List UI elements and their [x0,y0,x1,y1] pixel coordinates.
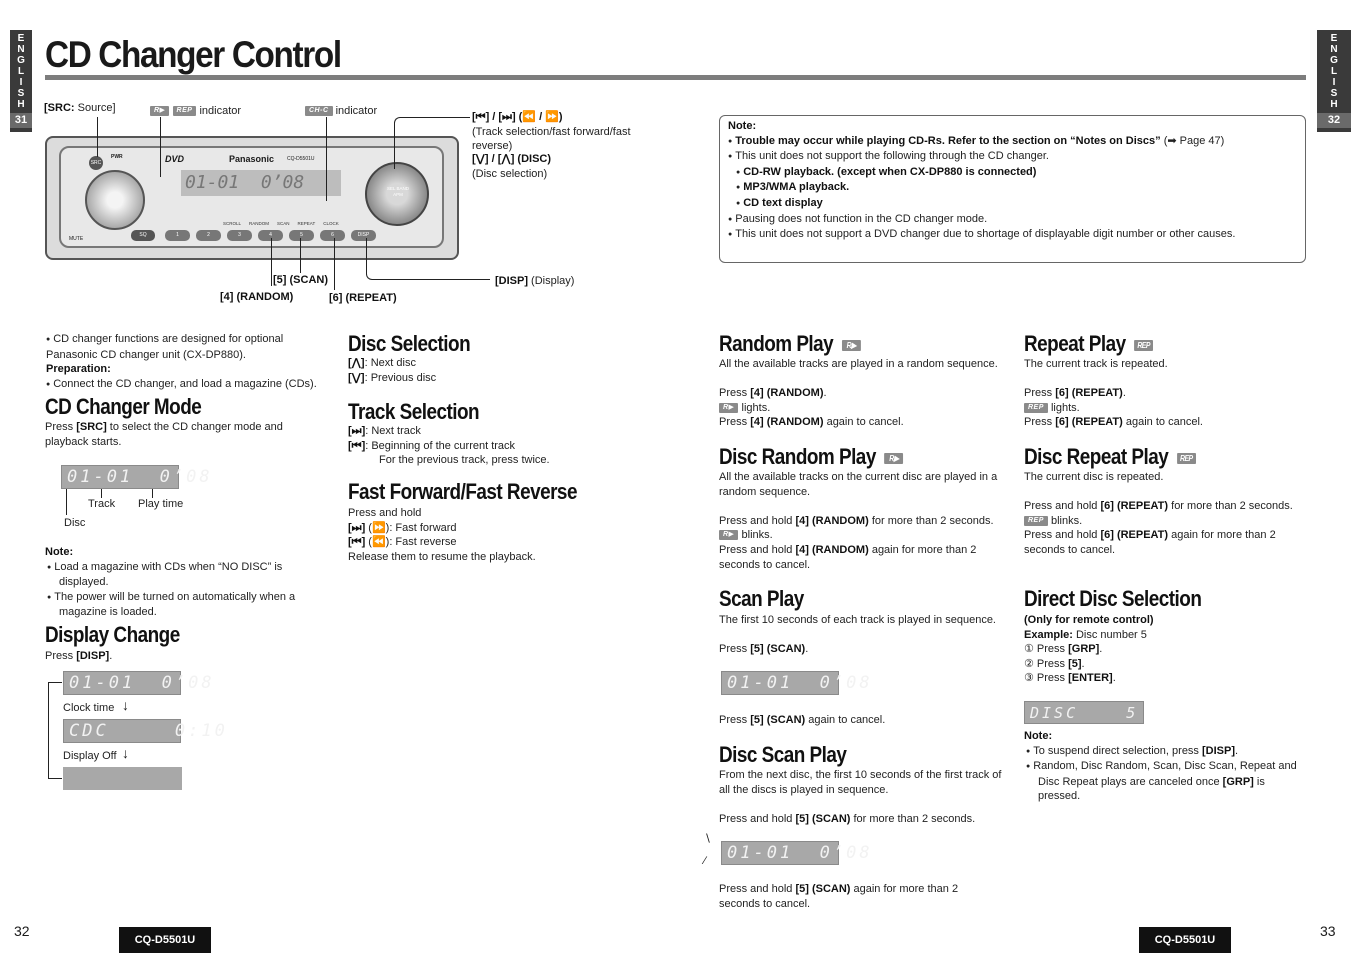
scan-display: 01-01 0’08 [721,671,839,695]
disc-scan-heading: Disc Scan Play [719,742,847,767]
track-keys-callout: [⏮] / [⏭] (⏪ / ⏩) (Track selection/fast forward/fast reverse) [472,111,631,153]
track-selection-text: [⏭]: Next track [⏮]: Beginning of the current track For the previous track, press twice. [348,425,550,467]
cd-mode-text: Press [SRC] to select the CD changer mode and playback starts. [45,421,283,448]
disp-key-callout: [DISP] (Display) [495,275,575,287]
tab-page-number: 32 [1317,113,1351,128]
scan-key-callout: [5] (SCAN) [273,274,328,286]
page-number-right: 33 [1320,923,1336,939]
direct-disc-text: (Only for remote control) Example: Disc number 5 ① Press [GRP]. ② Press [5]. ③ Press [ENTER]. [1024,614,1154,685]
note-box: Note: ● Trouble may occur while playing CD-Rs. Refer to the section on “Notes on Discs” (➡ Page 47) ● This unit does not support the following through the CD changer. ● CD-RW playback. (except when CX-DP880 is connected) ● MP3/WMA playback. ● CD text display ● Pausing does not function in the CD changer mode. ● This unit does not support a DVD changer due to shortage of displayable digit number or other causes. [719,115,1306,263]
page-number-left: 32 [14,923,30,939]
brand-logo: Panasonic [229,154,275,164]
disc-scan-display: 01-01 0’08 [721,841,839,865]
head-unit-illustration: SRC PWR DVD Panasonic CQ-D5501U 01-01 0’08 SEL BAND APM MUTE SQ 1 2 3 4 5 6 DISP SCROLL RANDOM SCAN REPEAT CLOCK [45,136,459,260]
repeat-play-text: The current track is repeated. Press [6] (REPEAT). REP lights. Press [6] (REPEAT) again to cancel. [1024,358,1203,429]
direct-disc-note: Note: ● To suspend direct selection, press [DISP]. ● Random, Disc Random, Scan, Disc Scan, Repeat and Disc Repeat plays are canceled once [GRP] is pressed. [1024,729,1306,804]
down-arrow-icon: ↓ [122,745,129,761]
repeat-indicator-icon: REP [1024,403,1048,413]
clock-time-label: Clock time [63,702,115,714]
repeat-indicator-icon: REP [1134,340,1153,351]
language-letters: ENGLISH [17,33,25,110]
random-key-callout: [4] (RANDOM) [220,291,294,303]
blank-display [63,767,182,790]
volume-knob-icon [85,170,145,230]
disc-repeat-text: The current disc is repeated. Press and hold [6] (REPEAT) for more than 2 seconds. REP blinks. Press and hold [6] (REPEAT) again for more than 2 seconds to cancel. [1024,471,1293,556]
disc-scan-cancel-text: Press and hold [5] (SCAN) again for more than 2 seconds to cancel. [719,883,959,910]
random-indicator-icon: R▶ [884,453,903,464]
repeat-key-callout: [6] (REPEAT) [329,292,397,304]
preset-buttons: 1 2 3 4 5 6 DISP [165,230,376,241]
direct-disc-display: DISC 5 [1024,701,1144,724]
random-indicator-icon: R▶ [150,106,169,116]
unit-display: 01-01 0’08 [181,170,341,196]
random-indicator-icon: R▶ [719,403,738,413]
title-rule [45,75,1306,80]
mode-note: Note: ● Load a magazine with CDs when “NO DISC” is displayed. ● The power will be turned on automatically when a magazine is loaded. [45,545,315,620]
repeat-play-heading: Repeat Play REP [1024,329,1153,358]
track-label: Track [88,498,116,510]
direct-disc-heading: Direct Disc Selection [1024,586,1202,611]
model-tag-left: CQ-D5501U [119,927,211,953]
disc-selection-heading: Disc Selection [348,331,471,356]
tab-page-number: 31 [10,113,32,128]
src-callout: [SRC: Source] [44,102,116,114]
intro-text: ● CD changer functions are designed for optional Panasonic CD changer unit (CX-DP880). Preparation: ● Connect the CD changer, and load a magazine (CDs). [46,332,326,392]
random-indicator-icon: R▶ [719,530,738,540]
random-play-text: All the available tracks are played in a random sequence. Press [4] (RANDOM). R▶ lights. Press [4] (RANDOM) again to cancel. [719,358,998,429]
indicator-callout: R▶ REP indicator [150,104,241,119]
disc-selection-text: [⋀]: Next disc [⋁]: Previous disc [348,357,437,384]
display-change-text: Press [DISP]. [45,650,113,662]
repeat-indicator-icon: REP [1177,453,1196,464]
disc-random-heading: Disc Random Play R▶ [719,442,903,471]
display-clock-lcd: 01-01 0’08 [63,671,181,695]
language-tab-right [1317,30,1351,132]
disc-scan-text: From the next disc, the first 10 seconds of the first track of all the discs is played in sequence. Press and hold [5] (SCAN) for more than 2 seconds. [719,769,1002,825]
dvd-logo: DVD [165,154,185,164]
blink-marks-icon: ∖ ∕ [704,833,712,867]
display-change-heading: Display Change [45,622,180,647]
fast-forward-heading: Fast Forward/Fast Reverse [348,479,577,504]
disc-repeat-heading: Disc Repeat Play REP [1024,442,1196,471]
src-button: SRC [89,156,103,170]
random-indicator-icon: R▶ [842,340,861,351]
chc-indicator-callout: CH-C indicator [305,104,377,119]
cycle-arrow [48,682,62,779]
display-off-label: Display Off [63,750,117,762]
scan-cancel-text: Press [5] (SCAN) again to cancel. [719,714,886,726]
fast-forward-text: Press and hold [⏭] (⏩): Fast forward [⏮] (⏪): Fast reverse Release them to resume the playback. [348,507,536,563]
chc-indicator-icon: CH-C [305,106,333,116]
language-tab-left [10,30,32,132]
page-title: CD Changer Control [45,34,341,75]
select-dial-icon: SEL BAND APM [365,162,429,226]
disc-random-text: All the available tracks on the current disc are played in a random sequence. Press and hold [4] (RANDOM) for more than 2 seconds. R▶ blinks. Press and hold [4] (RANDOM) again for more than 2 seconds to cancel. [719,471,998,571]
repeat-indicator-icon: REP [173,106,197,116]
cd-changer-mode-heading: CD Changer Mode [45,394,202,419]
scan-play-heading: Scan Play [719,586,804,611]
disc-keys-callout: [⋁] / [⋀] (DISC) (Disc selection) [472,153,552,180]
scan-play-text: The first 10 seconds of each track is played in sequence. Press [5] (SCAN). [719,614,996,656]
cd-mode-display: 01-01 0’08 [61,465,179,489]
language-letters: ENGLISH [1330,33,1338,110]
down-arrow-icon: ↓ [122,697,129,713]
display-off-lcd: CDC 0:10 [63,719,181,743]
model-tag-right: CQ-D5501U [1139,927,1231,953]
disc-label: Disc [64,517,86,529]
play-time-label: Play time [138,498,184,510]
track-selection-heading: Track Selection [348,399,480,424]
repeat-indicator-icon: REP [1024,516,1048,526]
random-play-heading: Random Play R▶ [719,329,861,358]
